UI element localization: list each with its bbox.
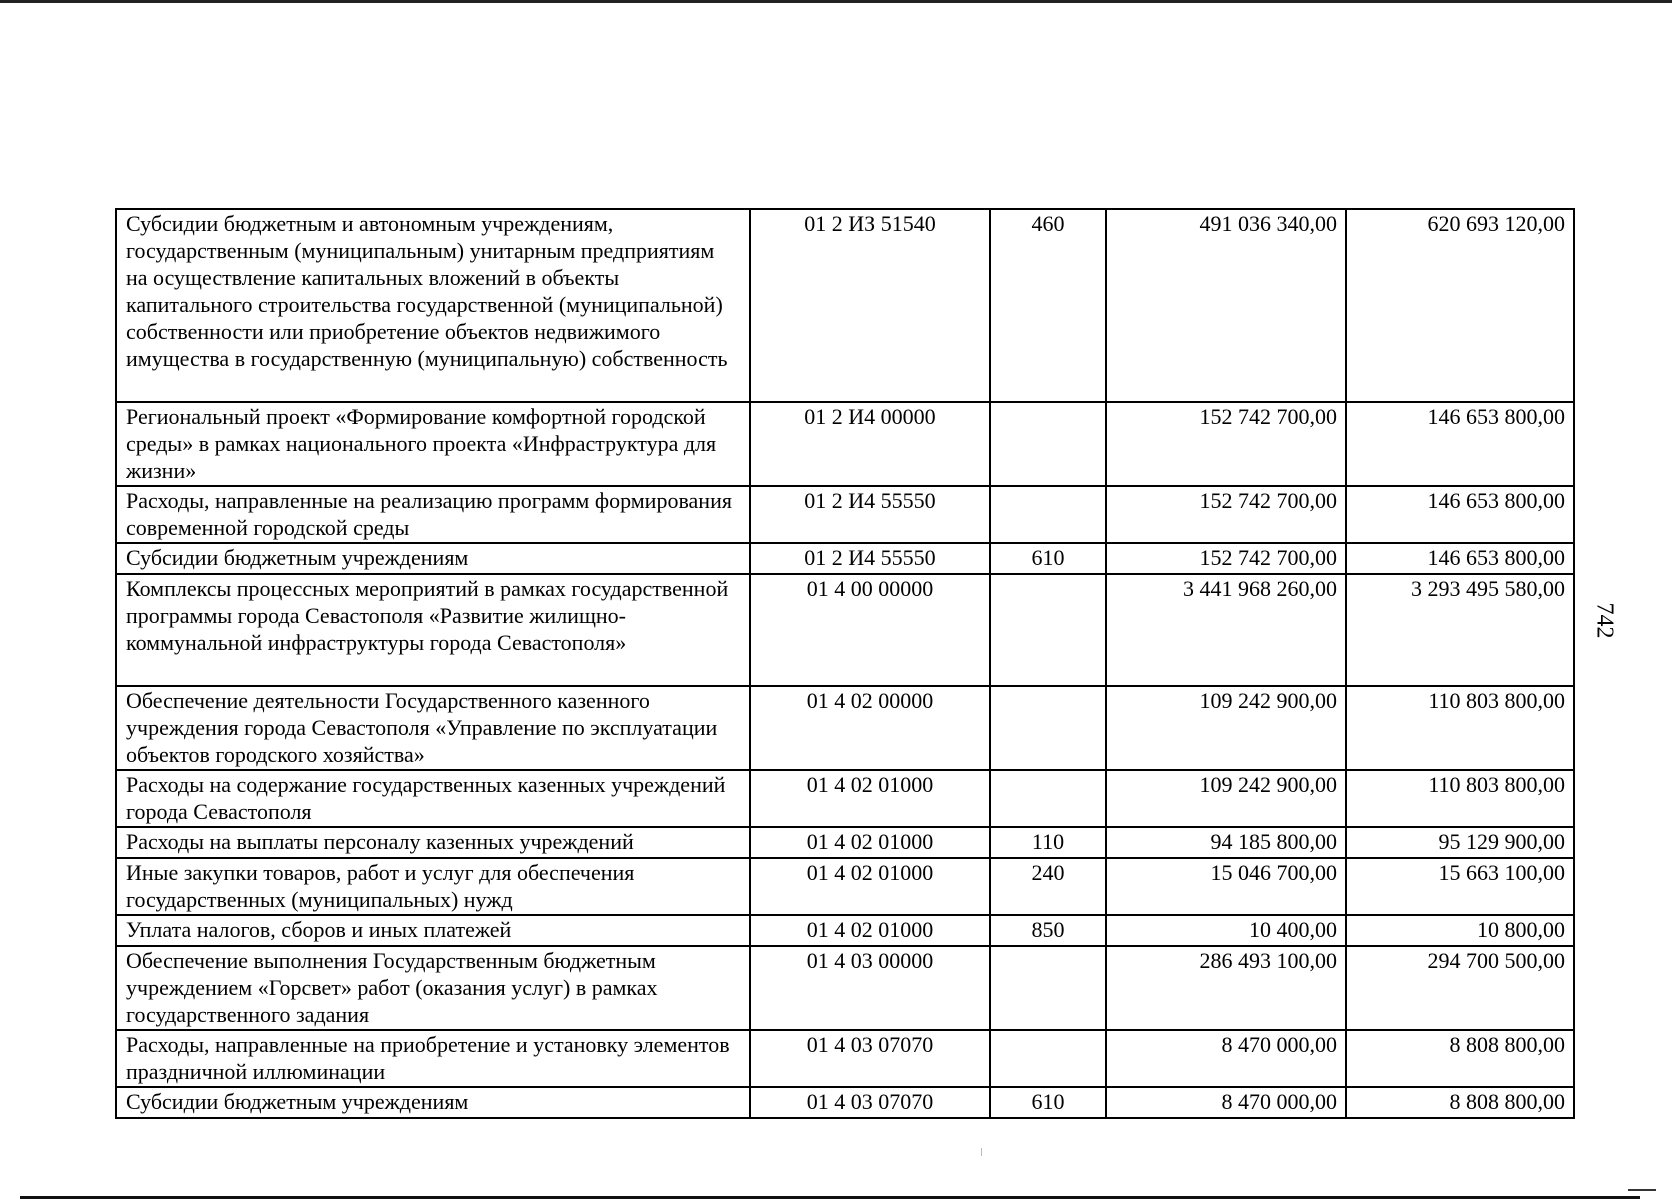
row-sum-year1: 8 470 000,00 xyxy=(1106,1087,1346,1118)
row-name: Субсидии бюджетным и автономным учреждениям, государственным (муниципальным) унитарным предприятиям на осуществление капитальных вложений в объекты капитального строительства государственной (муниципальной) собственности или приобретение объектов недвижимого имущества в государственную (муниципальную) собственность xyxy=(116,209,750,402)
row-code: 01 4 03 07070 xyxy=(750,1087,990,1118)
row-sum-year2: 146 653 800,00 xyxy=(1346,543,1574,574)
row-expense-type: 240 xyxy=(990,858,1106,915)
table-row xyxy=(116,686,1574,770)
row-expense-type xyxy=(990,486,1106,543)
row-code: 01 2 И4 55550 xyxy=(750,543,990,574)
row-sum-year2: 294 700 500,00 xyxy=(1346,946,1574,1030)
row-sum-year2: 10 800,00 xyxy=(1346,915,1574,946)
scan-bottom-edge xyxy=(20,1196,1640,1199)
row-name: Расходы, направленные на приобретение и установку элементов праздничной иллюминации xyxy=(116,1030,750,1087)
row-name: Обеспечение деятельности Государственного казенного учреждения города Севастополя «Управление по эксплуатации объектов городского хозяйства» xyxy=(116,686,750,770)
row-code: 01 2 ИЗ 51540 xyxy=(750,209,990,402)
row-sum-year2: 110 803 800,00 xyxy=(1346,770,1574,827)
row-sum-year1: 8 470 000,00 xyxy=(1106,1030,1346,1087)
table-row xyxy=(116,770,1574,827)
row-code: 01 4 02 01000 xyxy=(750,770,990,827)
scan-bottom-edge-mark xyxy=(1628,1189,1656,1191)
row-sum-year2: 110 803 800,00 xyxy=(1346,686,1574,770)
table-row xyxy=(116,1087,1574,1118)
row-name: Расходы на выплаты персоналу казенных учреждений xyxy=(116,827,750,858)
row-sum-year2: 15 663 100,00 xyxy=(1346,858,1574,915)
row-code: 01 4 02 00000 xyxy=(750,686,990,770)
row-name: Региональный проект «Формирование комфортной городской среды» в рамках национального проекта «Инфраструктура для жизни» xyxy=(116,402,750,486)
table-row xyxy=(116,402,1574,486)
row-expense-type: 850 xyxy=(990,915,1106,946)
row-code: 01 4 03 00000 xyxy=(750,946,990,1030)
row-name: Расходы, направленные на реализацию программ формирования современной городской среды xyxy=(116,486,750,543)
row-sum-year1: 15 046 700,00 xyxy=(1106,858,1346,915)
row-sum-year2: 620 693 120,00 xyxy=(1346,209,1574,402)
table-row xyxy=(116,574,1574,686)
row-code: 01 2 И4 55550 xyxy=(750,486,990,543)
row-expense-type xyxy=(990,1030,1106,1087)
table-row xyxy=(116,858,1574,915)
row-code: 01 4 00 00000 xyxy=(750,574,990,686)
row-expense-type: 460 xyxy=(990,209,1106,402)
row-sum-year1: 109 242 900,00 xyxy=(1106,686,1346,770)
table-row xyxy=(116,1030,1574,1087)
row-name: Комплексы процессных мероприятий в рамках государственной программы города Севастополя «Развитие жилищно-коммунальной инфраструктуры города Севастополя» xyxy=(116,574,750,686)
row-sum-year1: 286 493 100,00 xyxy=(1106,946,1346,1030)
row-code: 01 4 02 01000 xyxy=(750,827,990,858)
row-sum-year2: 8 808 800,00 xyxy=(1346,1087,1574,1118)
row-code: 01 2 И4 00000 xyxy=(750,402,990,486)
scan-top-edge xyxy=(0,0,1672,3)
row-expense-type: 610 xyxy=(990,543,1106,574)
row-name: Расходы на содержание государственных казенных учреждений города Севастополя xyxy=(116,770,750,827)
row-expense-type: 110 xyxy=(990,827,1106,858)
row-sum-year1: 152 742 700,00 xyxy=(1106,543,1346,574)
row-expense-type xyxy=(990,946,1106,1030)
row-sum-year1: 109 242 900,00 xyxy=(1106,770,1346,827)
row-sum-year1: 3 441 968 260,00 xyxy=(1106,574,1346,686)
row-code: 01 4 03 07070 xyxy=(750,1030,990,1087)
row-name: Субсидии бюджетным учреждениям xyxy=(116,1087,750,1118)
row-sum-year1: 94 185 800,00 xyxy=(1106,827,1346,858)
row-sum-year1: 491 036 340,00 xyxy=(1106,209,1346,402)
row-sum-year2: 146 653 800,00 xyxy=(1346,486,1574,543)
row-expense-type xyxy=(990,574,1106,686)
table-row xyxy=(116,543,1574,574)
row-name: Уплата налогов, сборов и иных платежей xyxy=(116,915,750,946)
table-row xyxy=(116,486,1574,543)
table-row xyxy=(116,827,1574,858)
row-sum-year2: 146 653 800,00 xyxy=(1346,402,1574,486)
row-name: Обеспечение выполнения Государственным бюджетным учреждением «Горсвет» работ (оказания услуг) в рамках государственного задания xyxy=(116,946,750,1030)
row-sum-year1: 152 742 700,00 xyxy=(1106,486,1346,543)
table-row xyxy=(116,946,1574,1030)
row-sum-year2: 3 293 495 580,00 xyxy=(1346,574,1574,686)
row-name: Субсидии бюджетным учреждениям xyxy=(116,543,750,574)
row-expense-type xyxy=(990,686,1106,770)
table-row xyxy=(116,209,1574,402)
row-sum-year1: 152 742 700,00 xyxy=(1106,402,1346,486)
row-name: Иные закупки товаров, работ и услуг для обеспечения государственных (муниципальных) нужд xyxy=(116,858,750,915)
page-number: 742 xyxy=(1591,602,1618,639)
table-row xyxy=(116,915,1574,946)
row-sum-year2: 95 129 900,00 xyxy=(1346,827,1574,858)
row-expense-type xyxy=(990,770,1106,827)
budget-table xyxy=(115,208,1575,1119)
row-expense-type xyxy=(990,402,1106,486)
row-sum-year1: 10 400,00 xyxy=(1106,915,1346,946)
row-sum-year2: 8 808 800,00 xyxy=(1346,1030,1574,1087)
row-expense-type: 610 xyxy=(990,1087,1106,1118)
row-code: 01 4 02 01000 xyxy=(750,915,990,946)
row-code: 01 4 02 01000 xyxy=(750,858,990,915)
scan-artifact-mark xyxy=(981,1148,982,1156)
